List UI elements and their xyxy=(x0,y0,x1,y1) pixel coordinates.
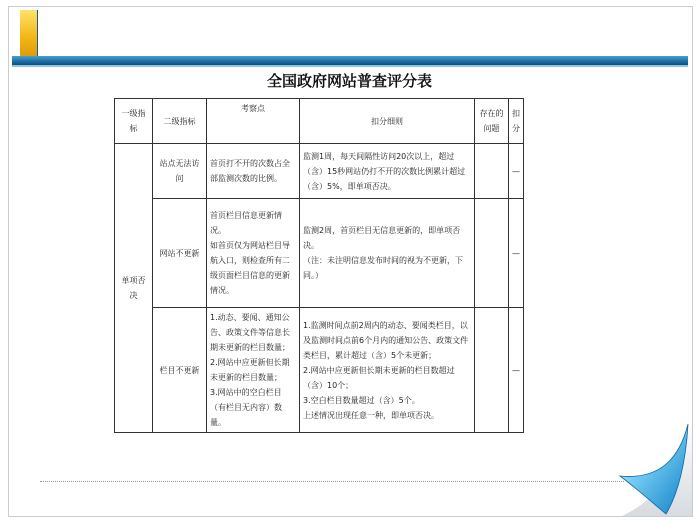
table-viewport xyxy=(114,98,526,456)
table-row xyxy=(115,199,524,308)
header-underline xyxy=(12,65,688,67)
rules-text: 1.监测时间点前2周内的动态、要闻类栏目，以及监测时间点前6个月内的通知公告、政策文件类栏目，累计超过（含）5个未更新； xyxy=(303,320,469,360)
cell-level2: 网站不更新 xyxy=(153,199,207,308)
header-bar xyxy=(12,56,688,65)
header-deduct xyxy=(509,99,524,144)
table-row xyxy=(115,308,524,433)
cell-rules xyxy=(300,199,475,308)
cell-checkpoint xyxy=(207,199,300,308)
title-accent-block xyxy=(20,10,37,60)
cell-rules: 监测1周，每天间隔性访问20次以上，超过（含）15秒网站仍打不开的次数比例累计超过（含）5%，即单项否决。 xyxy=(300,144,475,199)
cell-deduct: — xyxy=(509,308,524,433)
header-checkpoint: 考察点 xyxy=(207,99,300,144)
checkpoint-text: 如首页仅为网站栏目导航入口，则检查所有二级页面栏目信息的更新情况。 xyxy=(210,241,290,295)
document-title: 全国政府网站普查评分表 xyxy=(266,72,432,90)
checkpoint-text: 2.网站中应更新但长期未更新的栏目数量； xyxy=(210,358,290,382)
header-issue-line1: 存在的 xyxy=(479,109,504,118)
cell-deduct: — xyxy=(509,144,524,199)
header-issue-line2: 问题 xyxy=(483,124,500,133)
header-level1: 一级指标 xyxy=(115,99,153,144)
header-issue xyxy=(475,99,509,144)
cell-checkpoint xyxy=(207,308,300,433)
header-rules: 扣分细则 xyxy=(300,99,475,144)
cell-deduct: — xyxy=(509,199,524,308)
cell-rules xyxy=(300,308,475,433)
table-row xyxy=(115,144,524,199)
table-header-row xyxy=(115,99,524,144)
cell-issue xyxy=(475,308,509,433)
cell-issue xyxy=(475,199,509,308)
cell-level2: 栏目不更新 xyxy=(153,308,207,433)
page-curl-decoration xyxy=(614,418,694,518)
rules-text: 监测2周，首页栏目无信息更新的，即单项否决。 xyxy=(303,226,461,250)
rules-text: （注：未注明信息发布时间的视为不更新，下同。） xyxy=(303,256,463,280)
score-table xyxy=(114,98,524,433)
header-deduct-line1: 扣 xyxy=(512,109,520,118)
rules-text: 上述情况出现任意一种，即单项否决。 xyxy=(303,410,439,420)
header-deduct-line2: 分 xyxy=(512,124,520,133)
footer-dotted-line xyxy=(40,481,624,482)
checkpoint-text: 1.动态、要闻、通知公告、政策文件等信息长期未更新的栏目数量； xyxy=(210,313,290,352)
title-accent-line xyxy=(37,10,38,60)
cell-checkpoint: 首页打不开的次数占全部监测次数的比例。 xyxy=(207,144,300,199)
cell-issue xyxy=(475,144,509,199)
rules-text: 2.网站中应更新但长期未更新的栏目数超过（含）10个； xyxy=(303,365,455,390)
checkpoint-text: 首页栏目信息更新情况。 xyxy=(210,211,282,235)
header-level2: 二级指标 xyxy=(153,99,207,144)
rules-text: 3.空白栏目数量超过（含）5个。 xyxy=(303,395,420,405)
checkpoint-text: 3.网站中的空白栏目（有栏目无内容）数量。 xyxy=(210,388,282,427)
cell-level2: 站点无法访问 xyxy=(153,144,207,199)
cell-level1: 单项否决 xyxy=(115,144,153,433)
